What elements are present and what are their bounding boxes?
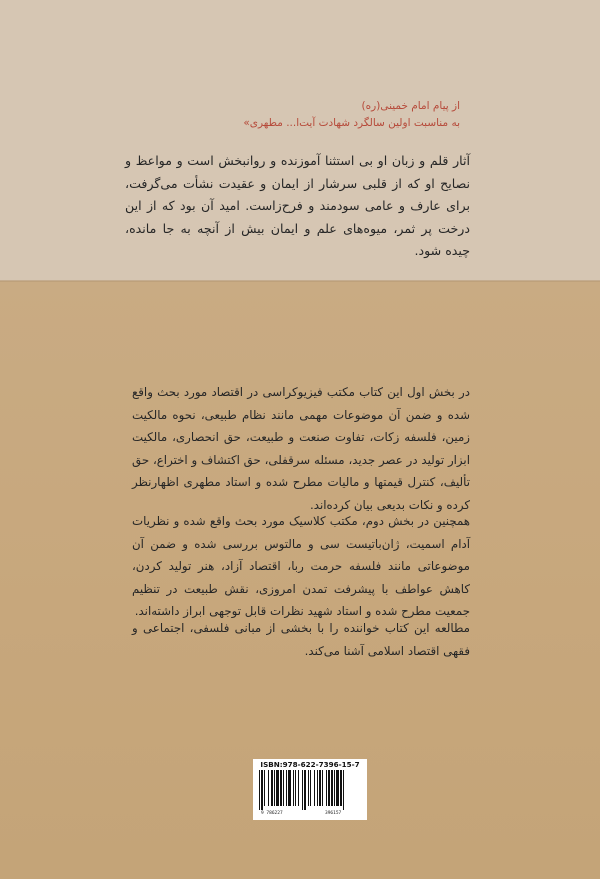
quote-body: آثار قلم و زبان او بی استثنا آموزنده و روانبخش است و مواعظ و نصایح او که از قلبی سرشار از ایمان و عقیدت نشأت می‌گرفت، برای عارف و عامی سودمند و فرح‌زاست. امید آن بود که از این درخت پر ثمر، میوه‌های علم و ایمان بیش از آنچه به جا مانده، چیده شود. bbox=[125, 153, 470, 258]
description-paragraph-2: همچنین در بخش دوم، مکتب کلاسیک مورد بحث واقع شده و نظریات آدام اسمیت، ژان‌باتیست سی و مالتوس بررسی شده و ضمن آن موضوعاتی مانند فلسفه حرمت ربا، اقتصاد آزاد، هنر تولید کردن، کاهش عواطف با پیشرفت تمدن امروزی، نقش طبیعت در تنظیم جمعیت مطرح شده و استاد شهید نظرات قابل توجهی ابراز داشته‌اند. bbox=[132, 514, 470, 618]
barcode-digits-right: 396157 bbox=[325, 811, 342, 816]
isbn-label: ISBN:978-622-7396-15-7 bbox=[260, 760, 360, 769]
description-paragraph-1: در بخش اول این کتاب مکتب فیزیوکراسی در اقتصاد مورد بحث واقع شده و ضمن آن موضوعات مهمی مانند نظام طبیعی، نحوه مالکیت زمین، فلسفه زکات، تفاوت صنعت و طبیعت، حق انحصاری، مالکیت ابزار تولید در عصر جدید، مسئله سرقفلی، حق اکتشاف و اختراع، حق تألیف، کنترل قیمتها و مالیات مطرح شده و استاد مطهری اظهارنظر کرده و نکات بدیعی بیان کرده‌اند. bbox=[132, 385, 470, 512]
barcode-digits-left: 9 786227 bbox=[261, 811, 283, 816]
panel-divider bbox=[0, 280, 600, 282]
barcode-bars bbox=[253, 770, 367, 812]
quote-source bbox=[130, 98, 460, 132]
quote-source-line-1: از پیام امام خمینی(ره) bbox=[361, 100, 460, 112]
isbn-barcode bbox=[253, 759, 367, 820]
description-paragraph-3: مطالعه این کتاب خواننده را با بخشی از مبانی فلسفی، اجتماعی و فقهی اقتصاد اسلامی آشنا می‌کند. bbox=[132, 621, 470, 658]
quote-source-line-2: به مناسبت اولین سالگرد شهادت آیت‌ا... مطهری» bbox=[243, 117, 460, 129]
